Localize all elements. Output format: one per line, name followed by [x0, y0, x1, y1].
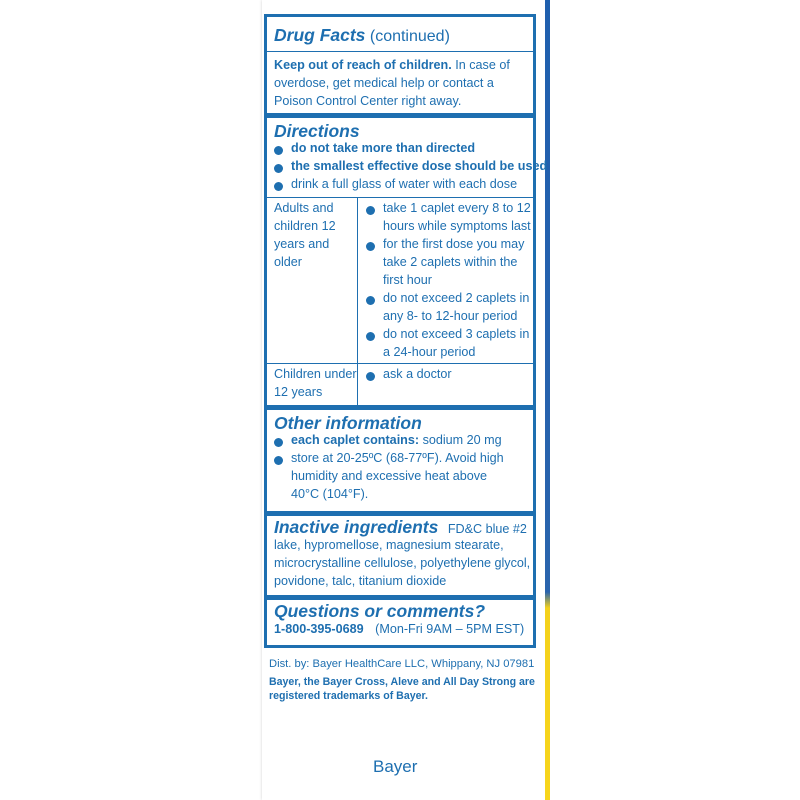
drug-facts-header: [274, 25, 533, 47]
bayer-brand-text: Bayer: [373, 757, 418, 776]
direction-bullet-2: the smallest effective dose should be used: [291, 159, 548, 173]
bullet-icon: [274, 146, 283, 155]
age-group-children-2: 12 years: [274, 385, 323, 399]
phone-number: 1-800-395-0689: [274, 622, 364, 636]
bullet-icon: [366, 296, 375, 305]
bullet-icon: [366, 242, 375, 251]
inactive-header: [274, 517, 533, 539]
keep-out-text-1: In case of: [455, 58, 510, 72]
keep-out-warning: Keep out of reach of children.: [274, 58, 452, 72]
bullet-icon: [274, 456, 283, 465]
questions-line: [274, 621, 524, 639]
directions-header: [274, 121, 533, 142]
bullet-icon: [274, 438, 283, 447]
other-info-title: Other information: [274, 413, 422, 433]
dose-item-3-line-2: any 8- to 12-hour period: [383, 309, 518, 323]
drug-facts-title: Drug Facts: [274, 25, 366, 45]
children-dose-item: ask a doctor: [383, 367, 452, 381]
direction-bullet-1: do not take more than directed: [291, 141, 476, 155]
table-top-rule: [267, 197, 533, 198]
inactive-line-3: povidone, talc, titanium dioxide: [274, 574, 447, 588]
bullet-icon: [274, 182, 283, 191]
section-bar: [267, 595, 533, 600]
trademark-line-2: registered trademarks of Bayer.: [269, 690, 428, 702]
age-group-adults-3: years and: [274, 237, 330, 251]
inactive-line-1: lake, hypromellose, magnesium stearate,: [274, 538, 504, 552]
directions-title: Directions: [274, 121, 360, 141]
dose-item-3-line-1: do not exceed 2 caplets in: [383, 291, 530, 305]
keep-out-text-2: overdose, get medical help or contact a: [274, 75, 494, 90]
other-info-header: [274, 413, 533, 434]
carton-edge-stripe: [545, 0, 550, 800]
direction-bullet-3: drink a full glass of water with each dose: [291, 177, 518, 191]
keep-out-text-3: Poison Control Center right away.: [274, 93, 462, 108]
age-group-children-1: Children under: [274, 367, 357, 381]
dose-item-1-line-2: hours while symptoms last: [383, 219, 531, 233]
section-bar: [267, 113, 533, 118]
table-column-rule: [357, 197, 358, 406]
dose-item-4-line-1: do not exceed 3 caplets in: [383, 327, 530, 341]
table-row-rule: [267, 363, 533, 364]
bullet-icon: [366, 206, 375, 215]
questions-title: Questions or comments?: [274, 601, 486, 621]
bullet-icon: [274, 164, 283, 173]
sodium-label: each caplet contains:: [291, 433, 420, 447]
divider: [267, 51, 533, 52]
bullet-icon: [366, 372, 375, 381]
age-group-adults-2: children 12: [274, 219, 336, 233]
section-bar: [267, 511, 533, 516]
dose-item-2-line-3: first hour: [383, 273, 432, 287]
age-group-adults-4: older: [274, 255, 303, 269]
section-bar: [267, 405, 533, 410]
dose-item-2-line-1: for the first dose you may: [383, 237, 525, 251]
inactive-first: FD&C blue #2: [447, 522, 527, 536]
sodium-value: sodium 20 mg: [422, 433, 502, 447]
storage-line-1: store at 20-25ºC (68-77ºF). Avoid high: [291, 451, 504, 465]
drug-facts-box: [264, 14, 548, 648]
dose-item-1-line-1: take 1 caplet every 8 to 12: [383, 201, 531, 215]
storage-line-3: 40°C (104°F).: [291, 487, 369, 501]
phone-hours: (Mon-Fri 9AM – 5PM EST): [375, 622, 525, 636]
bullet-icon: [366, 332, 375, 341]
keep-out-section: [274, 57, 533, 110]
questions-header: [274, 601, 533, 622]
dose-item-2-line-2: take 2 caplets within the: [383, 255, 518, 269]
storage-line-2: humidity and excessive heat above: [291, 469, 488, 483]
other-info-item-1: [291, 432, 502, 450]
inactive-line-2: microcrystalline cellulose, polyethylene glycol,: [274, 556, 531, 570]
distributor-line: Dist. by: Bayer HealthCare LLC, Whippany, NJ 07981: [269, 658, 535, 670]
age-group-adults-1: Adults and: [274, 201, 334, 215]
trademark-line-1: Bayer, the Bayer Cross, Aleve and All Day Strong are: [269, 676, 535, 688]
dose-item-4-line-2: a 24-hour period: [383, 345, 476, 359]
drug-facts-continued: (continued): [369, 28, 450, 45]
inactive-title: Inactive ingredients: [274, 517, 439, 537]
